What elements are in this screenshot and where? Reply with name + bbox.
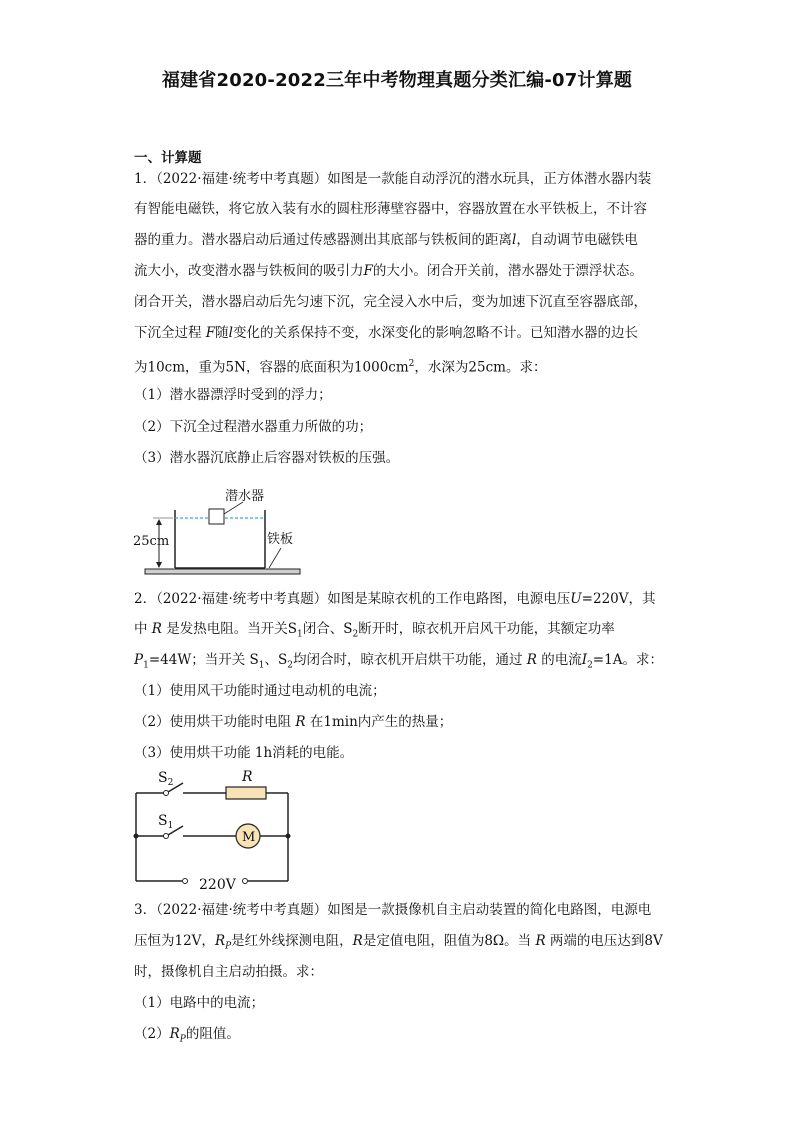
q1-line-4: 流大小，改变潜水器与铁板间的吸引力F的大小。闭合开关前，潜水器处于漂浮状态。	[134, 263, 643, 279]
q3-line-3: 时，摄像机自主启动拍摄。求：	[134, 964, 323, 980]
document-title: 福建省2020-2022三年中考物理真题分类汇编-07计算题	[161, 70, 633, 91]
label-r: R	[242, 769, 253, 785]
q1-figure	[125, 480, 315, 580]
q1-line-3: 器的重力。潜水器启动后通过传感器测出其底部与铁板间的距离l，自动调节电磁铁电	[134, 232, 638, 248]
label-submersible: 潜水器	[225, 489, 265, 504]
q1-line-6: 下沉全过程 F随l变化的关系保持不变，水深变化的影响忽略不计。已知潜水器的边长	[134, 325, 638, 341]
label-m: M	[242, 830, 256, 845]
q2-sub-1: （1）使用风干功能时通过电动机的电流；	[134, 683, 386, 699]
q2-line-3: $P_1=44W$；当开关 $S_1$、$S_2$均闭合时，晾衣机开启烘干功能，通过 R 的电流$I_2=1A$。求：	[134, 652, 663, 671]
resistor-r	[226, 787, 266, 799]
section-heading: 一、计算题	[134, 150, 202, 166]
q1-sub-2: （2）下沉全过程潜水器重力所做的功；	[134, 419, 373, 435]
iron-plate	[145, 569, 300, 574]
label-iron-plate: 铁板	[267, 532, 294, 547]
q2-sub-3: （3）使用烘干功能 1h消耗的电能。	[134, 745, 354, 761]
q2-line-1: 2．（2022·福建·统考中考真题）如图是某晾衣机的工作电路图，电源电压U=220V，其	[134, 591, 656, 607]
q3-line-2: 压恒为12V，$R_P$是红外线探测电阻，R是定值电阻，阻值为8Ω。当 R 两端的电压达到8V	[134, 933, 663, 952]
q1-line-1: 1．（2022·福建·统考中考真题）如图是一款能自动浮沉的潜水玩具，正方体潜水器内装	[134, 171, 652, 187]
label-depth: 25cm	[133, 534, 170, 549]
q3-sub-2: $(2)R_P$的阻值。	[134, 1026, 240, 1045]
q1-sub-3: （3）潜水器沉底静止后容器对铁板的压强。	[134, 450, 400, 466]
submersible-box	[209, 509, 224, 524]
label-s2: $S_2$	[158, 770, 174, 788]
q2-circuit	[125, 768, 305, 893]
q3-sub-1: （1）电路中的电流；	[134, 995, 265, 1011]
q1-line-7: 为10cm，重为5N，容器的底面积为$1000cm^2$，水深为25cm。求：	[134, 359, 547, 376]
q2-sub-2: （2）使用烘干功能时电阻 R 在1min内产生的热量；	[134, 714, 453, 730]
q1-line-5: 闭合开关，潜水器启动后先匀速下沉，完全浸入水中后，变为加速下沉直至容器底部，	[134, 294, 647, 310]
q1-sub-1: （1）潜水器漂浮时受到的浮力；	[134, 387, 332, 403]
q1-line-2: 有智能电磁铁，将它放入装有水的圆柱形薄壁容器中，容器放置在水平铁板上，不计容	[134, 201, 647, 217]
q2-line-2: 中 R 是发热电阻。当开关$S_1$闭合、$S_2$断开时，晾衣机开启风干功能，其额定功率	[134, 621, 615, 640]
label-220v: 220V	[199, 877, 236, 893]
q3-line-1: 3．（2022·福建·统考中考真题）如图是一款摄像机自主启动装置的简化电路图，电源电	[134, 902, 652, 918]
label-s1: $S_1$	[158, 813, 174, 831]
